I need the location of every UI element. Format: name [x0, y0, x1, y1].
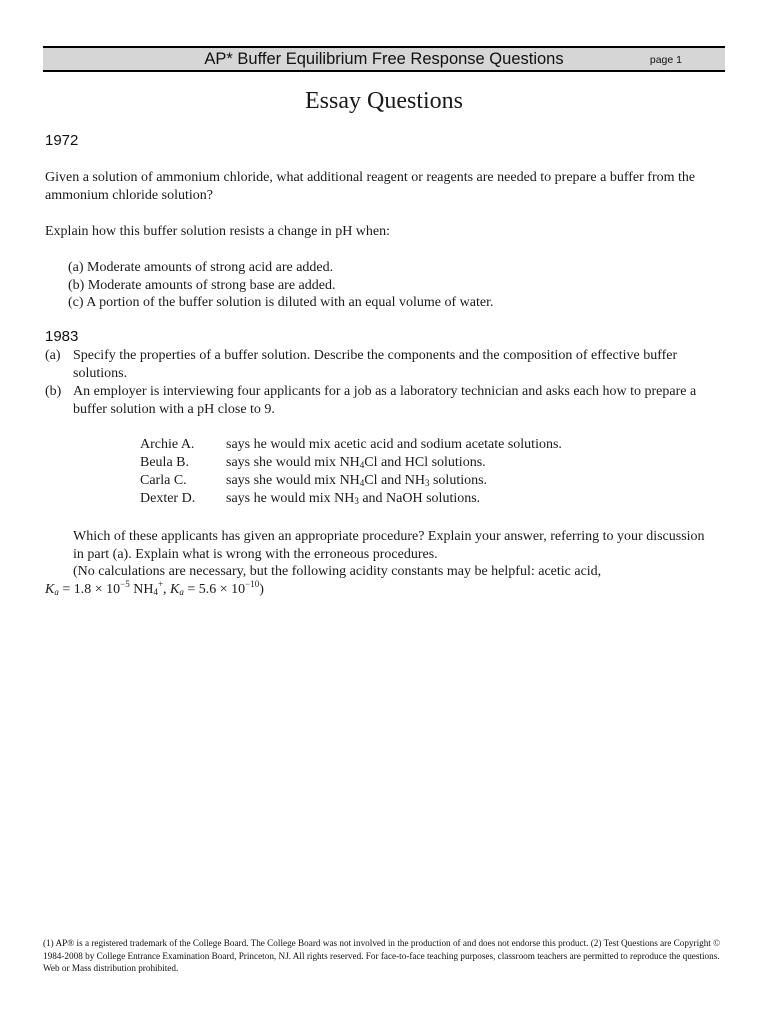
page-header: [43, 46, 725, 72]
applicants-list: [140, 436, 562, 508]
q1983-part-b: [45, 383, 705, 418]
applicant-name: Beula B.: [140, 455, 189, 470]
applicant-name: Archie A.: [140, 437, 195, 452]
applicant-answer: says she would mix $NH_4Cl$ and HCl solutions.: [226, 455, 486, 470]
q1972-intro: Given a solution of ammonium chloride, what additional reagent or reagents are needed to prepare a buffer from the ammonium chloride solution?: [45, 170, 696, 203]
applicant-row: [140, 454, 562, 472]
q1972-explain: Explain how this buffer solution resists a change in pH when:: [45, 224, 391, 239]
list-item: (c) A portion of the buffer solution is diluted with an equal volume of water.: [68, 295, 494, 310]
copyright-footer: (1) AP® is a registered trademark of the College Board. The College Board was not involved in the production of and does not endorse this product. (2) Test Questions are Copyright © 1984-2008 by College Entrance Examination Board, Princeton, NJ. All rights reserved. For face-to-face teaching purposes, classroom teachers are permitted to reproduce the questions. Web or Mass distribution prohibited.: [43, 938, 721, 973]
part-a-label: (a): [45, 348, 61, 363]
applicant-answer: says she would mix $NH_4Cl$ and $NH_3$ solutions.: [226, 473, 488, 488]
list-item: (b) Moderate amounts of strong base are added.: [68, 277, 336, 293]
applicant-name: Dexter D.: [140, 491, 196, 506]
part-b-label: (b): [45, 384, 62, 399]
page-number: page 1: [649, 54, 682, 66]
applicant-answer: says he would mix acetic acid and sodium acetate solutions.: [226, 437, 562, 452]
year-1983-label: 1983: [45, 328, 79, 345]
part-a-text: Specify the properties of a buffer solution. Describe the components and the composition of effective buffer solutions.: [73, 348, 678, 381]
year-1972-label: 1972: [45, 132, 79, 149]
q1983-discussion: [45, 528, 713, 598]
applicant-row: [140, 436, 562, 454]
part-b-text: An employer is interviewing four applicants for a job as a laboratory technician and asks each how to prepare a buffer solution with a pH close to 9.: [73, 384, 697, 417]
section-heading: Essay Questions: [305, 88, 463, 114]
acidity-note: (No calculations are necessary, but the following acidity constants may be helpful: acetic acid,: [73, 564, 602, 579]
applicant-row: [140, 472, 562, 490]
applicant-answer: says he would mix $NH_3$ and NaOH solutions.: [226, 491, 481, 506]
applicant-name: Carla C.: [140, 473, 187, 488]
q1983-part-a: [45, 347, 705, 382]
q1972-list: [68, 259, 718, 312]
list-item: (a) Moderate amounts of strong acid are added.: [68, 260, 334, 275]
acidity-constants: $K_a = 1.8 \times 10^{-5}$ $NH_4^+$, $K_a = 5.6 \times 10^{-10}$): [45, 578, 264, 597]
discussion-text: Which of these applicants has given an appropriate procedure? Explain your answer, referring to your discussion in part (a). Explain what is wrong with the erroneous procedures.: [73, 529, 705, 562]
document-title: AP* Buffer Equilibrium Free Response Questions: [204, 50, 564, 68]
applicant-row: [140, 490, 562, 508]
